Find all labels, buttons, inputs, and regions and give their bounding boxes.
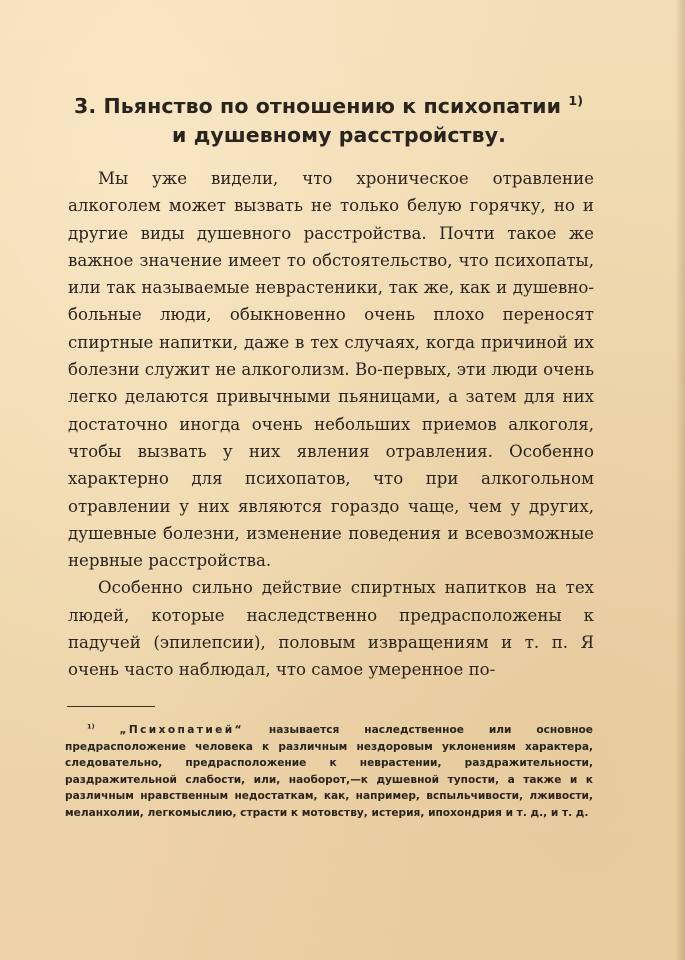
paragraph-2: Особенно сильно действие спиртных напитков на тех людей, которые наследственно предрасположены к падучей (эпилепсии), половым извращениям и т. п. Я очень часто наблюдал, что самое умеренное по- [68,578,594,680]
footnote-reference: 1) [568,93,584,109]
heading-line-2: и душевному расстройству. [172,123,507,147]
heading-line-1-text: 3. Пьянство по отношению к психопатии [74,94,562,118]
body-text [68,165,594,684]
paragraph-1: Мы уже видели, что хроническое отравление алкоголем может вызвать не только белую горячку, но и другие виды душевного расстройства. Почти такое же важное значение имеет то обстоятельство, что психопаты, или так называемые неврастеники, так же, как и душевно-больные люди, обыкновенно очень плохо переносят спиртные напитки, даже в тех случаях, когда причиной их болезни служит не алкоголизм. Во-первых, эти люди очень легко делаются привычными пьяницами, а затем для них достаточно иногда очень небольших приемов алкоголя, чтобы вызвать у них явления отравления. Особенно характерно для психопатов, что при алкогольном отравлении у них являются гораздо чаще, чем у других, душевные болезни, изменение поведения и всевозможные нервные расстройства. [68,169,594,571]
footnote [65,722,593,822]
section-heading [74,92,614,150]
footnote-term: „Психопатией“ [119,724,244,736]
page-edge-shadow [675,0,685,960]
footnote-marker: 1) [87,722,95,731]
footnote-text: называется наследственное или основное предрасположение человека к различным нездоровым уклонениям характера, следовательно, предрасположение к неврастении, раздражительности, раздражительной слабости, или, наоборот,—к душевной тупости, а также и к различным нравственным недостаткам, как, например, вспыльчивости, лживости, меланхолии, легкомыслию, страсти к мотовству, истерия, ипохондрия и т. д., и т. д. [65,724,593,819]
footnote-divider [67,706,155,707]
heading-line-1 [74,92,614,121]
